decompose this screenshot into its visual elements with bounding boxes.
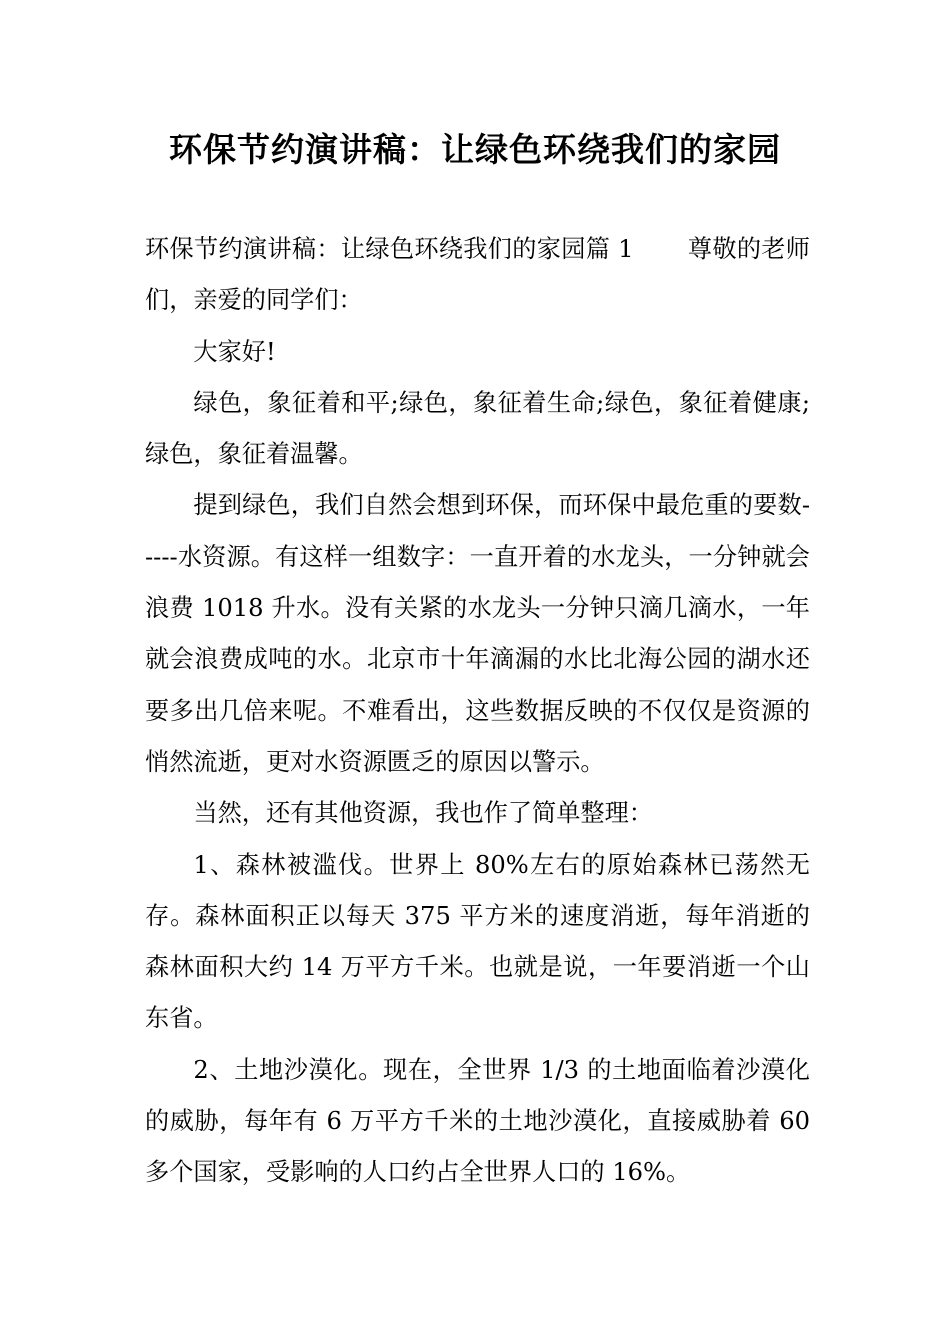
paragraph-desertification: 2、土地沙漠化。现在，全世界 1/3 的土地面临着沙漠化的威胁，每年有 6 万平方千米的土地沙漠化，直接威胁着 60 多个国家，受影响的人口约占全世界人口的 16%。 <box>145 1055 810 1187</box>
paragraph-deforestation: 1、森林被滥伐。世界上 80%左右的原始森林已荡然无存。森林面积正以每天 375 平方米的速度消逝，每年消逝的森林面积大约 14 万平方千米。也就是说，一年要消逝一个山东省。 <box>145 850 810 1033</box>
paragraph-other-resources: 当然，还有其他资源，我也作了简单整理： <box>193 799 653 828</box>
paragraph-green-symbolism: 绿色，象征着和平;绿色，象征着生命;绿色，象征着健康;绿色，象征着温馨。 <box>145 388 810 469</box>
intro-paragraph <box>145 224 810 327</box>
salutation: 尊敬的老师们，亲爱的同学们： <box>145 235 810 315</box>
paragraph-greeting: 大家好! <box>193 337 276 366</box>
document-body <box>145 224 810 1199</box>
paragraph-water-resources: 提到绿色，我们自然会想到环保，而环保中最危重的要数-----水资源。有这样一组数字：一直开着的水龙头，一分钟就会浪费 1018 升水。没有关紧的水龙头一分钟只滴几滴水，一年就会浪费成吨的水。北京市十年滴漏的水比北海公园的湖水还要多出几倍来呢。不难看出，这些数据反映的不仅仅是资源的悄然流逝，更对水资源匮乏的原因以警示。 <box>145 491 810 776</box>
document-title: 环保节约演讲稿：让绿色环绕我们的家园 <box>169 130 781 169</box>
intro-heading: 环保节约演讲稿：让绿色环绕我们的家园篇 1 <box>145 235 634 263</box>
